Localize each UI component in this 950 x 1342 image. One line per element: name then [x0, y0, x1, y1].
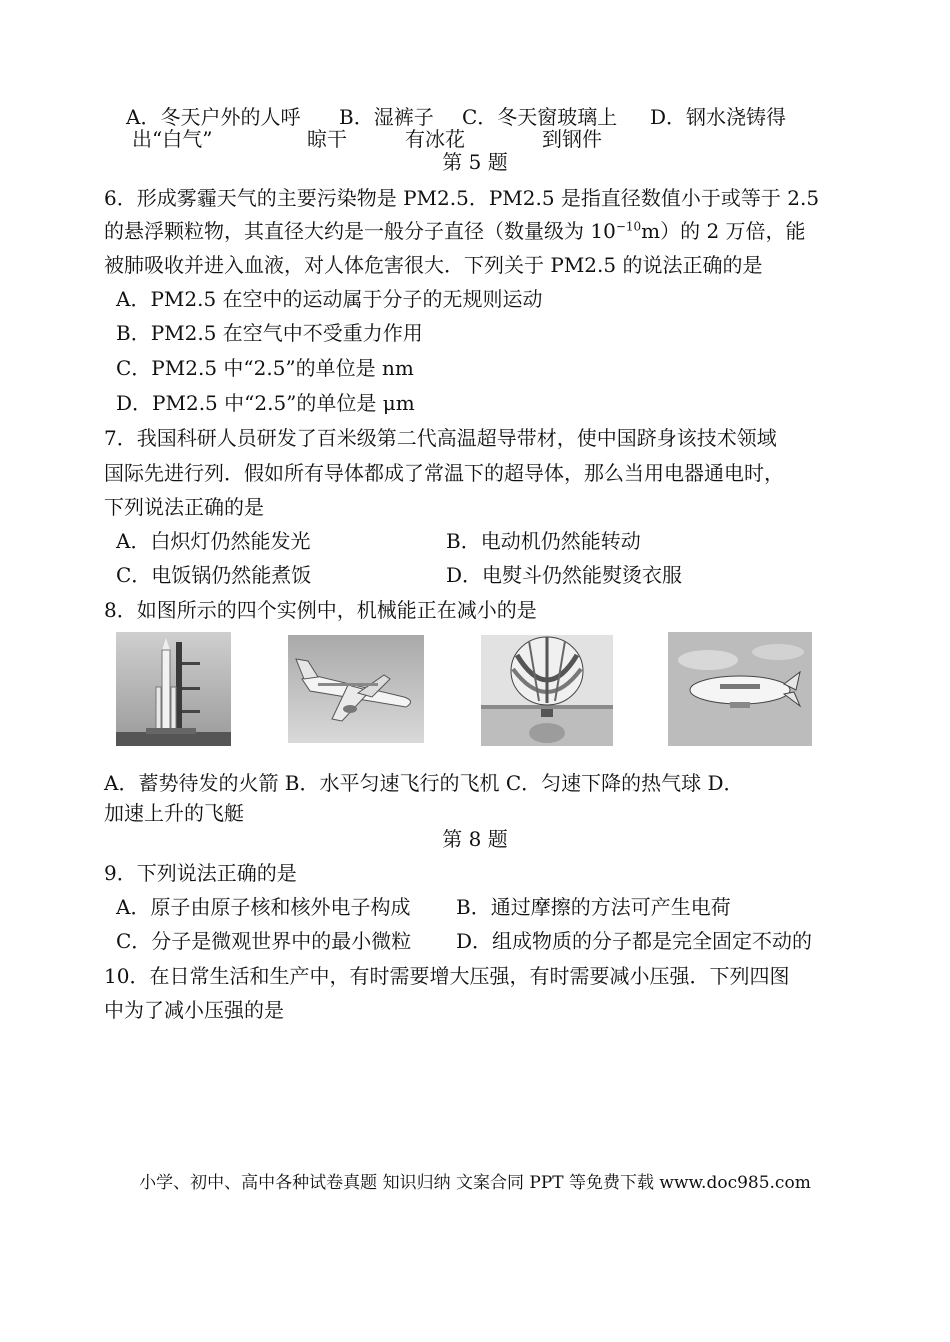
q6-stem-line3: 被肺吸收并进入血液，对人体危害很大．下列关于 PM2.5 的说法正确的是: [104, 253, 763, 277]
page-footer: 小学、初中、高中各种试卷真题 知识归纳 文案合同 PPT 等免费下载 www.doc985.com: [139, 1173, 811, 1193]
q6-option-d: D．PM2.5 中“2.5”的单位是 μm: [116, 391, 415, 415]
hot-air-balloon-image: [481, 635, 613, 746]
q6-stem-line2-post: m）的 2 万倍，能: [641, 219, 806, 243]
q9-option-b: B．通过摩擦的方法可产生电荷: [456, 895, 731, 919]
q7-stem-line2: 国际先进行列．假如所有导体都成了常温下的超导体，那么当用电器通电时，: [104, 461, 784, 485]
q8-caption: 第 8 题: [442, 827, 508, 851]
q8-options-line1: A．蓄势待发的火箭 B．水平匀速飞行的飞机 C．匀速下降的热气球 D．: [104, 771, 744, 795]
q5-option-a-line1: A．冬天户外的人呼: [126, 105, 301, 129]
airship-image: [668, 632, 812, 746]
q5-option-b-line2: 晾干: [307, 127, 347, 151]
airplane-image: [288, 635, 424, 743]
q6-option-c: C．PM2.5 中“2.5”的单位是 nm: [116, 356, 414, 380]
q7-stem-line1: 7．我国科研人员研发了百米级第二代高温超导带材，使中国跻身该技术领域: [104, 426, 777, 450]
q7-option-d: D．电熨斗仍然能熨烫衣服: [446, 563, 683, 587]
q9-option-d: D．组成物质的分子都是完全固定不动的: [456, 929, 813, 953]
q6-stem-line2: [104, 218, 806, 244]
q5-option-c-line2: 有冰花: [405, 127, 465, 151]
q7-option-c: C．电饭锅仍然能煮饭: [116, 563, 312, 587]
q10-stem-line1: 10．在日常生活和生产中，有时需要增大压强，有时需要减小压强．下列四图: [104, 964, 790, 988]
q6-exponent: −10: [615, 219, 642, 234]
q6-stem-line2-pre: 的悬浮颗粒物，其直径大约是一般分子直径（数量级为 10: [104, 219, 616, 243]
q8-options-line2: 加速上升的飞艇: [104, 801, 244, 825]
q9-option-a: A．原子由原子核和核外电子构成: [116, 895, 411, 919]
q6-option-b: B．PM2.5 在空气中不受重力作用: [116, 321, 423, 345]
q7-option-b: B．电动机仍然能转动: [446, 529, 641, 553]
q5-option-c-line1: C．冬天窗玻璃上: [462, 105, 618, 129]
q7-option-a: A．白炽灯仍然能发光: [116, 529, 311, 553]
q5-option-b-line1: B．湿裤子: [339, 105, 434, 129]
q9-option-c: C．分子是微观世界中的最小微粒: [116, 929, 412, 953]
q9-stem-line1: 9．下列说法正确的是: [104, 861, 297, 885]
q8-stem-line1: 8．如图所示的四个实例中，机械能正在减小的是: [104, 598, 537, 622]
q5-option-a-line2: 出“白气”: [132, 127, 213, 151]
q7-stem-line3: 下列说法正确的是: [104, 495, 264, 519]
q5-option-d-line1: D．钢水浇铸得: [650, 105, 787, 129]
q10-stem-line2: 中为了减小压强的是: [104, 998, 284, 1022]
q6-option-a: A．PM2.5 在空中的运动属于分子的无规则运动: [116, 287, 543, 311]
q5-option-d-line2: 到钢件: [542, 127, 602, 151]
q6-stem-line1: 6．形成雾霾天气的主要污染物是 PM2.5．PM2.5 是指直径数值小于或等于 2.5: [104, 186, 820, 210]
rocket-image: [116, 632, 231, 746]
q5-caption: 第 5 题: [442, 150, 508, 174]
